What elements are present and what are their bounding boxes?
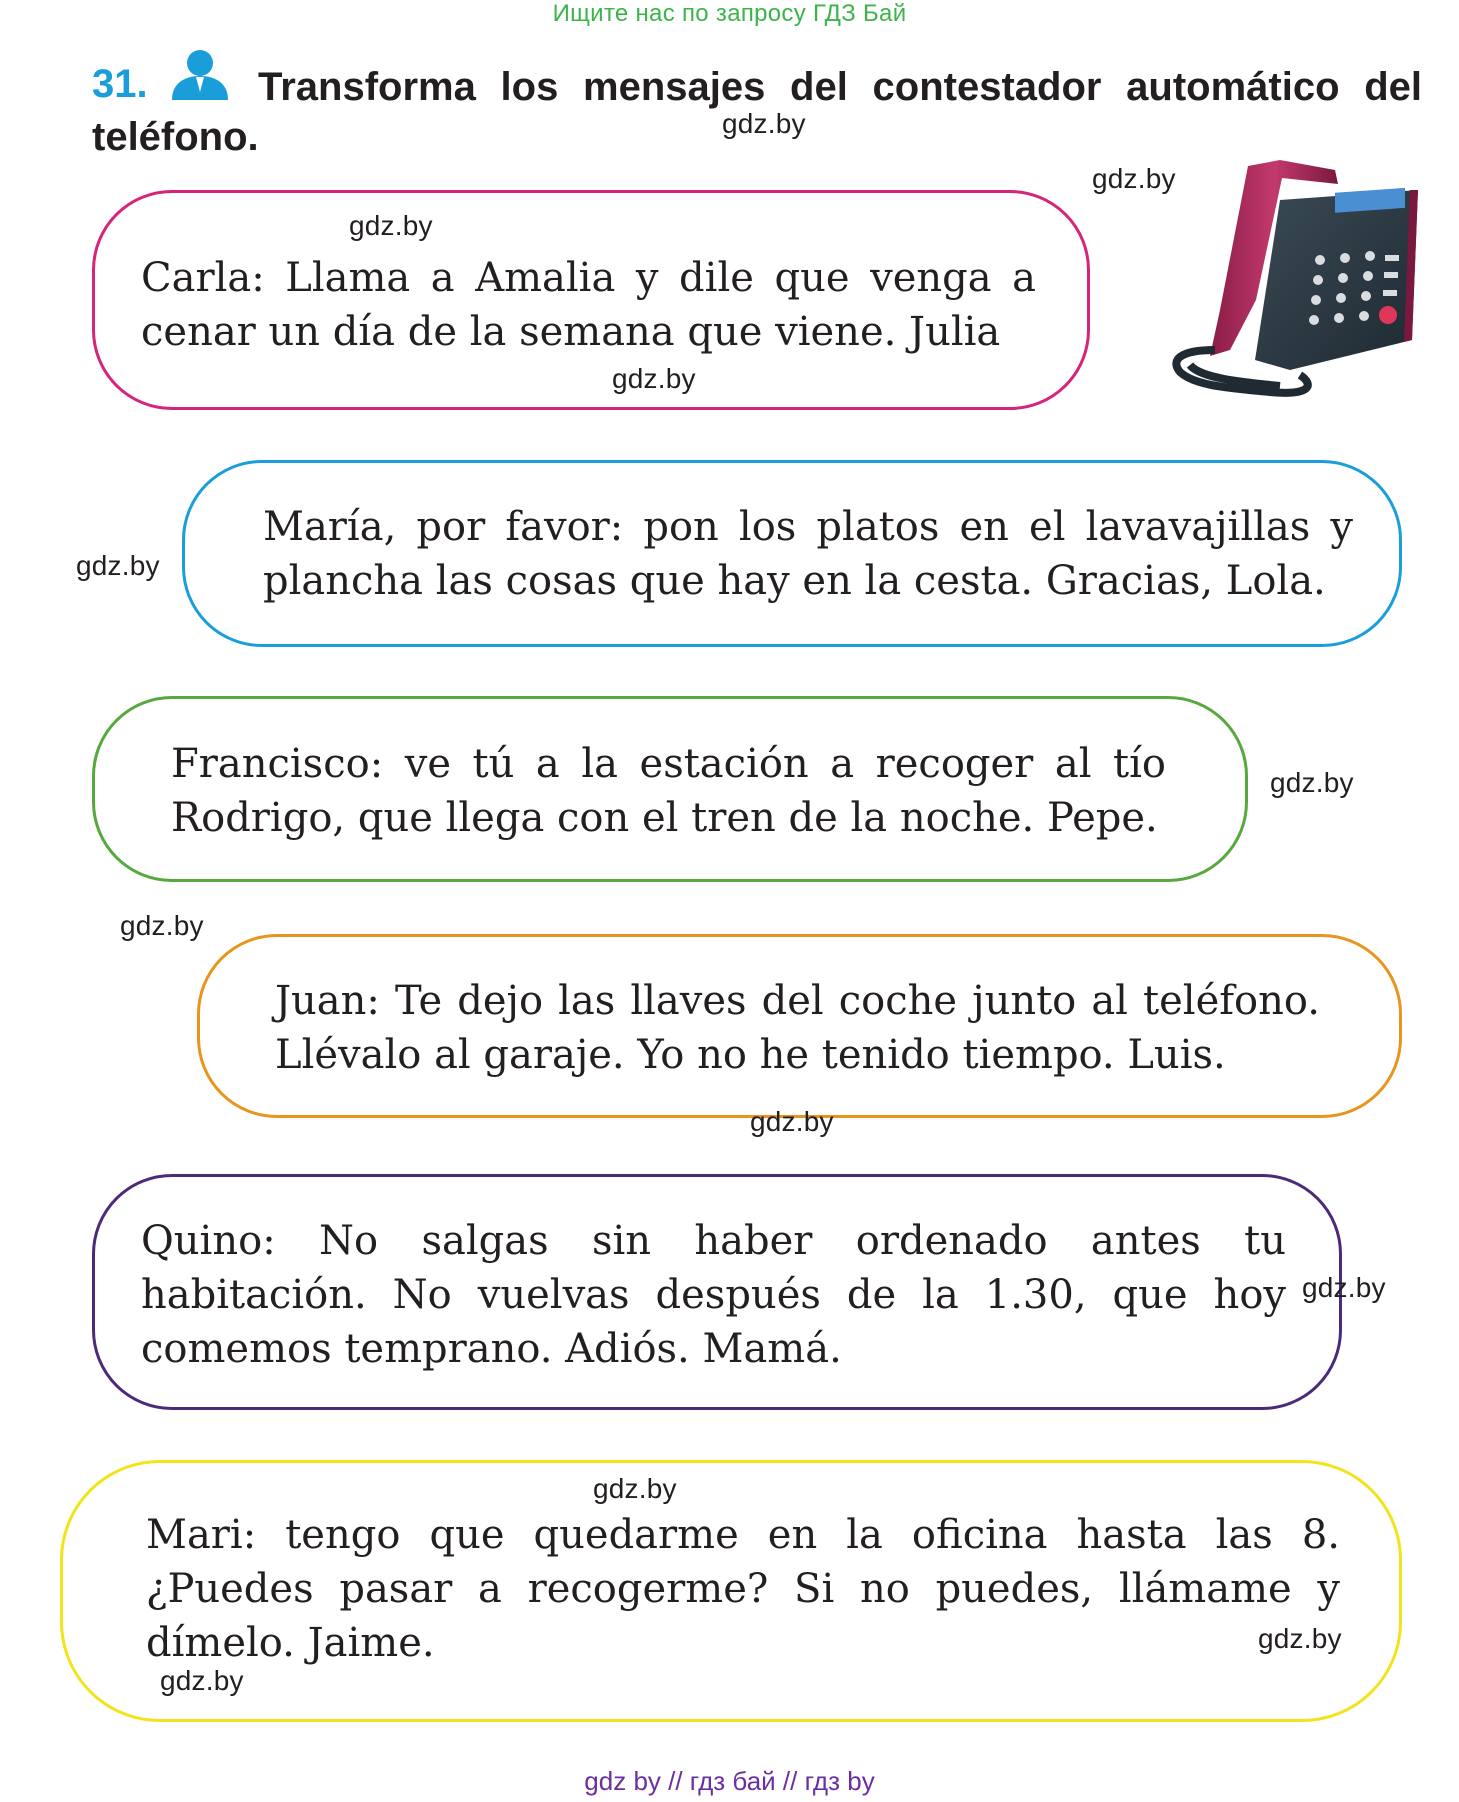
message-text-carla: Carla: Llama a Amalia y dile que venga a cenar un día de la semana que viene. Julia xyxy=(141,255,1036,355)
footer-links: gdz by // гдз бай // гдз by xyxy=(584,1766,875,1796)
message-text-juan: Juan: Te dejo las llaves del coche junto al teléfono. Llévalo al garaje. Yo no he tenido tiempo. Luis. xyxy=(275,978,1320,1078)
telephone-image xyxy=(1160,160,1420,410)
watermark: gdz.by xyxy=(76,550,160,581)
exercise-number: 31. xyxy=(92,62,148,106)
title-text: Transforma los mensajes del contestador automático del teléfono. xyxy=(92,65,1422,159)
watermark: gdz.by xyxy=(1258,1623,1342,1654)
message-text-quino: Quino: No salgas sin haber ordenado antes tu habitación. No vuelvas después de la 1.30, que hoy comemos temprano. Adiós. Mamá. xyxy=(141,1218,1286,1372)
watermark: gdz.by xyxy=(349,210,433,241)
watermark: gdz.by xyxy=(1302,1272,1386,1303)
search-banner: Ищите нас по запросу ГДЗ Бай xyxy=(552,0,907,27)
watermark: gdz.by xyxy=(120,910,204,941)
watermark: gdz.by xyxy=(1092,163,1176,194)
message-text-mari: Mari: tengo que quedarme en la oficina hasta las 8. ¿Puedes pasar a recogerme? Si no puedes, llámame y dímelo. Jaime. xyxy=(146,1512,1340,1666)
watermark: gdz.by xyxy=(750,1106,834,1137)
student-person-icon xyxy=(168,48,232,100)
watermark: gdz.by xyxy=(160,1665,244,1696)
watermark: gdz.by xyxy=(593,1473,677,1504)
watermark: gdz.by xyxy=(722,108,806,139)
watermark: gdz.by xyxy=(1270,767,1354,798)
message-text-francisco: Francisco: ve tú a la estación a recoger al tío Rodrigo, que llega con el tren de la noche. Pepe. xyxy=(171,741,1166,841)
watermark: gdz.by xyxy=(612,363,696,394)
message-text-maria: María, por favor: pon los platos en el lavavajillas y plancha las cosas que hay en la cesta. Gracias, Lola. xyxy=(263,504,1353,604)
